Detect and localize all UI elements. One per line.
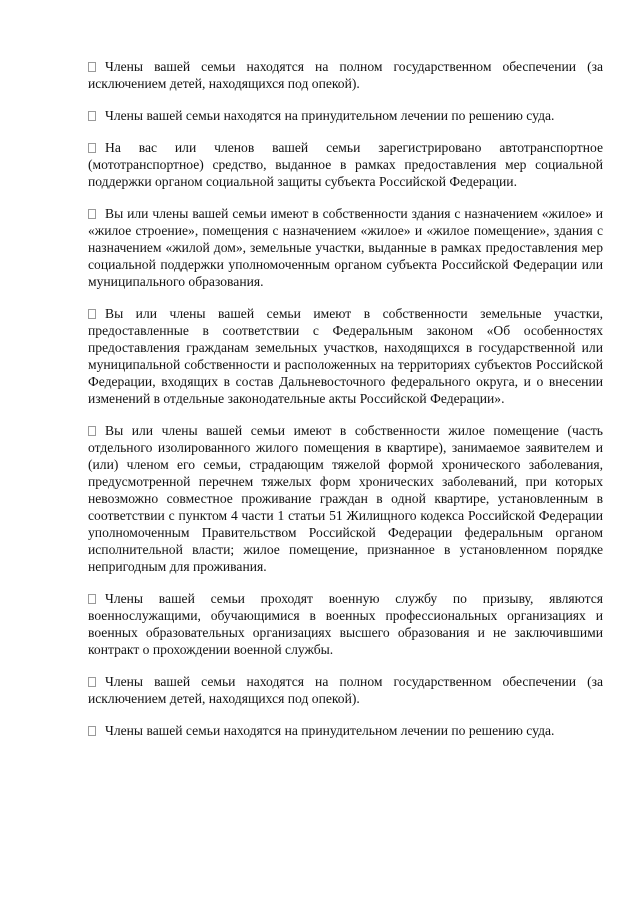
condition-item xyxy=(88,305,603,407)
checkbox[interactable] xyxy=(88,111,96,121)
checkbox[interactable] xyxy=(88,62,96,72)
document-page xyxy=(88,58,603,754)
condition-item xyxy=(88,107,603,124)
checkbox[interactable] xyxy=(88,594,96,604)
condition-text: Члены вашей семьи находятся на полном государственном обеспечении (за исключением детей, находящихся под опекой). xyxy=(88,674,603,706)
condition-text: Члены вашей семьи находятся на принудительном лечении по решению суда. xyxy=(105,108,555,123)
condition-item xyxy=(88,58,603,92)
condition-item xyxy=(88,590,603,658)
condition-text: Члены вашей семьи находятся на принудительном лечении по решению суда. xyxy=(105,723,555,738)
checkbox[interactable] xyxy=(88,726,96,736)
checkbox[interactable] xyxy=(88,209,96,219)
condition-text: Члены вашей семьи проходят военную службу по призыву, являются военнослужащими, обучающимися в военных профессиональных организациях и военных образовательных организациях высшего образования и не заключившими контракт о прохождении военной службы. xyxy=(88,591,603,657)
checkbox[interactable] xyxy=(88,426,96,436)
checkbox[interactable] xyxy=(88,309,96,319)
condition-text: На вас или членов вашей семьи зарегистрировано автотранспортное (мототранспортное) средство, выданное в рамках предоставления мер социальной поддержки органом социальной защиты субъекта Российской Федерации. xyxy=(88,140,603,189)
condition-item xyxy=(88,673,603,707)
condition-text: Вы или члены вашей семьи имеют в собственности жилое помещение (часть отдельного изолированного жилого помещения в квартире), занимаемое заявителем и (или) членом его семьи, страдающим тяжелой формой хронического заболевания, предусмотренной перечнем тяжелых форм хронических заболеваний, при которых невозможно совместное проживание граждан в одной квартире, установленным в соответствии с пунктом 4 части 1 статьи 51 Жилищного кодекса Российской Федерации уполномоченным Правительством Российской Федерации федеральным органом исполнительной власти; жилое помещение, признанное в установленном порядке непригодным для проживания. xyxy=(88,423,603,574)
condition-item xyxy=(88,139,603,190)
condition-item xyxy=(88,722,603,739)
condition-item xyxy=(88,205,603,290)
condition-text: Вы или члены вашей семьи имеют в собственности земельные участки, предоставленные в соответствии с Федеральным законом «Об особенностях предоставления гражданам земельных участков, находящихся в государственной или муниципальной собственности и расположенных на территориях субъектов Российской Федерации, входящих в состав Дальневосточного федерального округа, и о внесении изменений в отдельные законодательные акты Российской Федерации». xyxy=(88,306,603,406)
condition-text: Члены вашей семьи находятся на полном государственном обеспечении (за исключением детей, находящихся под опекой). xyxy=(88,59,603,91)
condition-item xyxy=(88,422,603,575)
checkbox[interactable] xyxy=(88,143,96,153)
condition-text: Вы или члены вашей семьи имеют в собственности здания с назначением «жилое» и «жилое строение», помещения с назначением «жилое» и «жилое помещение», здания с назначением «жилой дом», земельные участки, выданные в рамках предоставления мер социальной поддержки уполномоченным органом субъекта Российской Федерации или муниципального образования. xyxy=(88,206,603,289)
checkbox[interactable] xyxy=(88,677,96,687)
